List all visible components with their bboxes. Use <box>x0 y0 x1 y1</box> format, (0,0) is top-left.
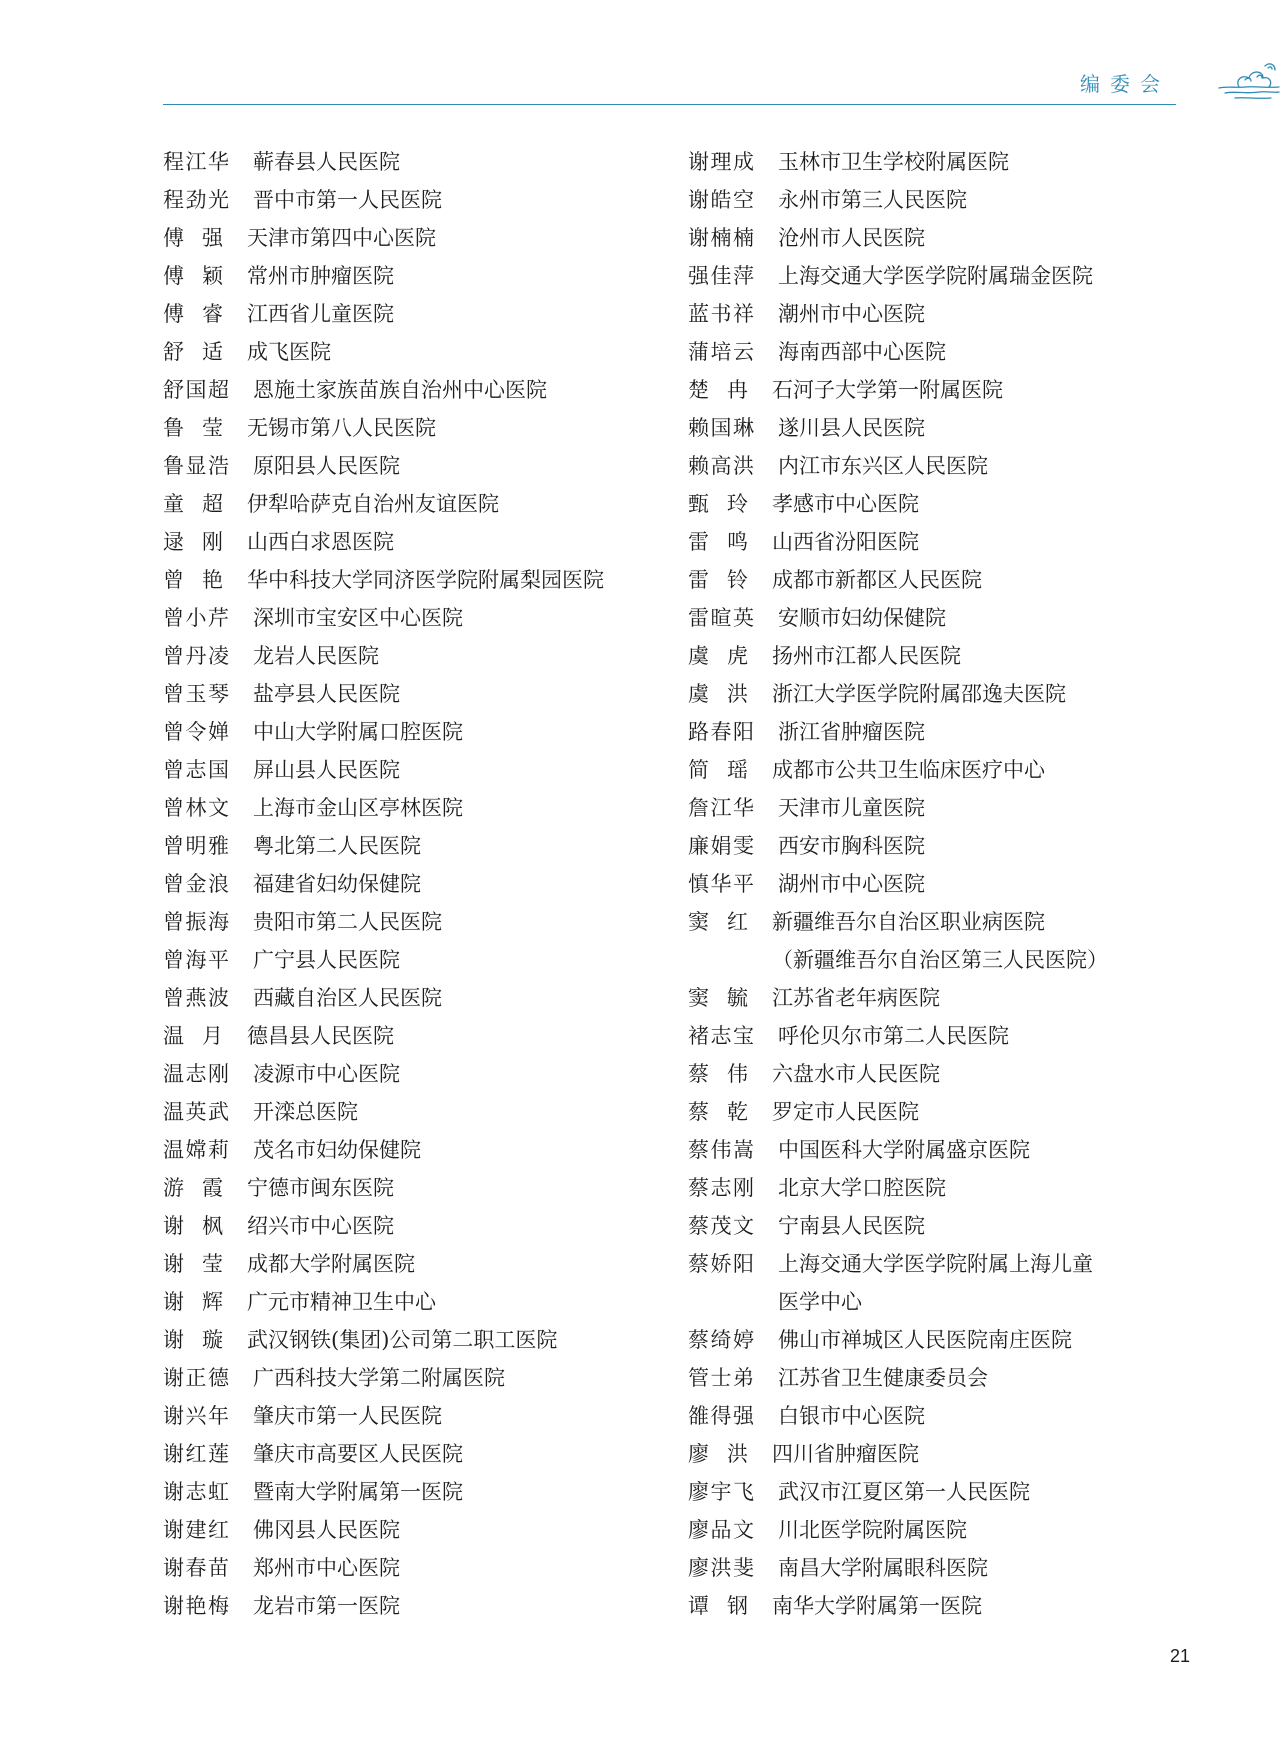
member-affiliation: 西藏自治区人民医院 <box>253 986 442 1010</box>
member-affiliation: 上海市金山区亭林医院 <box>253 796 463 820</box>
member-name: 曾 燕 波 <box>163 986 229 1010</box>
member-entry <box>163 1473 663 1511</box>
cloud-ornament-icon <box>1215 52 1280 104</box>
member-name: 谢 艳 梅 <box>163 1594 229 1618</box>
member-affiliation: 西安市胸科医院 <box>778 834 925 858</box>
member-entry <box>688 219 1188 257</box>
member-affiliation: 华中科技大学同济医学院附属梨园医院 <box>247 568 604 592</box>
member-name: 温 英 武 <box>163 1100 229 1124</box>
member-entry <box>688 333 1188 371</box>
member-entry <box>163 447 663 485</box>
member-affiliation-line1: 新疆维吾尔自治区职业病医院 <box>772 910 1045 934</box>
member-entry <box>163 1245 663 1283</box>
member-entry <box>688 903 1188 979</box>
member-affiliation: 江苏省卫生健康委员会 <box>778 1366 988 1390</box>
member-entry <box>688 447 1188 485</box>
member-entry <box>163 1435 663 1473</box>
member-name: 蔡 茂 文 <box>688 1214 754 1238</box>
member-name: 曾 志 国 <box>163 758 229 782</box>
member-affiliation: 呼伦贝尔市第二人民医院 <box>778 1024 1009 1048</box>
member-entry <box>163 1359 663 1397</box>
member-name: 楚 冉 <box>688 378 748 402</box>
member-entry <box>688 675 1188 713</box>
member-affiliation: 沧州市人民医院 <box>778 226 925 250</box>
member-affiliation: 海南西部中心医院 <box>778 340 946 364</box>
member-affiliation: 成都大学附属医院 <box>247 1252 415 1276</box>
member-entry <box>688 1055 1188 1093</box>
member-name: 曾 令 婵 <box>163 720 229 744</box>
member-name: 谢 枫 <box>163 1214 223 1238</box>
member-name: 谢 莹 <box>163 1252 223 1276</box>
member-affiliation: 潮州市中心医院 <box>778 302 925 326</box>
member-name: 谭 钢 <box>688 1594 748 1618</box>
member-affiliation: 武汉市江夏区第一人民医院 <box>778 1480 1030 1504</box>
member-entry <box>163 143 663 181</box>
member-name: 蔡 娇 阳 <box>688 1252 754 1276</box>
member-entry <box>163 257 663 295</box>
member-affiliation: 白银市中心医院 <box>778 1404 925 1428</box>
member-affiliation: 成都市新都区人民医院 <box>772 568 982 592</box>
member-name: 蔡 志 刚 <box>688 1176 754 1200</box>
member-entry <box>688 561 1188 599</box>
member-affiliation: 天津市第四中心医院 <box>247 226 436 250</box>
member-affiliation: 广元市精神卫生中心 <box>247 1290 436 1314</box>
member-entry <box>688 1131 1188 1169</box>
member-affiliation: 肇庆市高要区人民医院 <box>253 1442 463 1466</box>
member-name: 谢 理 成 <box>688 150 754 174</box>
member-affiliation: 永州市第三人民医院 <box>778 188 967 212</box>
member-entry <box>163 1549 663 1587</box>
member-name: 雷 暄 英 <box>688 606 754 630</box>
member-entry <box>688 1397 1188 1435</box>
member-affiliation: 开滦总医院 <box>253 1100 358 1124</box>
member-entry <box>688 485 1188 523</box>
member-affiliation: 恩施土家族苗族自治州中心医院 <box>253 378 547 402</box>
member-entry <box>163 219 663 257</box>
member-name: 谢 志 虹 <box>163 1480 229 1504</box>
member-name: 程 劲 光 <box>163 188 229 212</box>
member-affiliation: 浙江省肿瘤医院 <box>778 720 925 744</box>
member-entry <box>163 1055 663 1093</box>
member-name: 廉 娟 雯 <box>688 834 754 858</box>
member-affiliation: 山西省汾阳医院 <box>772 530 919 554</box>
member-name: 曾 玉 琴 <box>163 682 229 706</box>
member-name: 曾 明 雅 <box>163 834 229 858</box>
member-entry <box>688 257 1188 295</box>
member-entry <box>688 789 1188 827</box>
member-affiliation: 茂名市妇幼保健院 <box>253 1138 421 1162</box>
member-name: 谢 兴 年 <box>163 1404 229 1428</box>
member-name: 詹 江 华 <box>688 796 754 820</box>
member-affiliation: 浙江大学医学院附属邵逸夫医院 <box>772 682 1066 706</box>
member-name: 谢 建 红 <box>163 1518 229 1542</box>
member-name: 傅 颖 <box>163 264 223 288</box>
member-name: 谢 楠 楠 <box>688 226 754 250</box>
member-entry <box>688 181 1188 219</box>
member-name: 简 瑶 <box>688 758 748 782</box>
member-name: 游 霞 <box>163 1176 223 1200</box>
member-affiliation: 伊犁哈萨克自治州友谊医院 <box>247 492 499 516</box>
member-entry <box>163 979 663 1017</box>
member-entry <box>163 789 663 827</box>
member-name: 雷 铃 <box>688 568 748 592</box>
member-name: 管 士 弟 <box>688 1366 754 1390</box>
member-name: 曾 丹 凌 <box>163 644 229 668</box>
member-name: 温 月 <box>163 1024 223 1048</box>
member-name: 窦 红 <box>688 910 748 934</box>
member-affiliation: 内江市东兴区人民医院 <box>778 454 988 478</box>
member-affiliation: 绍兴市中心医院 <box>247 1214 394 1238</box>
member-affiliation: 肇庆市第一人民医院 <box>253 1404 442 1428</box>
running-header-title: 编委会 <box>1080 72 1170 96</box>
member-affiliation: 蕲春县人民医院 <box>253 150 400 174</box>
member-name: 曾 海 平 <box>163 948 229 972</box>
member-affiliation: 四川省肿瘤医院 <box>772 1442 919 1466</box>
member-affiliation: 常州市肿瘤医院 <box>247 264 394 288</box>
member-entry <box>163 409 663 447</box>
member-name: 谢 皓 空 <box>688 188 754 212</box>
member-affiliation: 安顺市妇幼保健院 <box>778 606 946 630</box>
member-name: 逯 刚 <box>163 530 223 554</box>
member-name: 廖 品 文 <box>688 1518 754 1542</box>
member-affiliation: 六盘水市人民医院 <box>772 1062 940 1086</box>
member-name: 雷 鸣 <box>688 530 748 554</box>
member-name: 蔡 伟 嵩 <box>688 1138 754 1162</box>
member-affiliation: 中山大学附属口腔医院 <box>253 720 463 744</box>
member-affiliation: 暨南大学附属第一医院 <box>253 1480 463 1504</box>
header-rule <box>163 104 1176 105</box>
member-affiliation: 上海交通大学医学院附属瑞金医院 <box>778 264 1093 288</box>
member-affiliation: 山西白求恩医院 <box>247 530 394 554</box>
member-affiliation: 中国医科大学附属盛京医院 <box>778 1138 1030 1162</box>
member-affiliation: 广宁县人民医院 <box>253 948 400 972</box>
right-column <box>688 143 1188 1625</box>
member-entry <box>688 637 1188 675</box>
member-name: 慎 华 平 <box>688 872 754 896</box>
member-entry <box>163 1283 663 1321</box>
member-affiliation: 郑州市中心医院 <box>253 1556 400 1580</box>
member-entry <box>163 1207 663 1245</box>
member-affiliation: 广西科技大学第二附属医院 <box>253 1366 505 1390</box>
member-affiliation: 凌源市中心医院 <box>253 1062 400 1086</box>
member-entry <box>688 1435 1188 1473</box>
member-entry <box>688 523 1188 561</box>
member-entry <box>688 1093 1188 1131</box>
member-entry <box>688 1473 1188 1511</box>
member-name: 谢 辉 <box>163 1290 223 1314</box>
member-affiliation: 川北医学院附属医院 <box>778 1518 967 1542</box>
member-name: 谢 正 德 <box>163 1366 229 1390</box>
member-name: 雒 得 强 <box>688 1404 754 1428</box>
member-entry <box>688 143 1188 181</box>
member-entry <box>688 1017 1188 1055</box>
member-entry <box>163 333 663 371</box>
member-name: 廖 宇 飞 <box>688 1480 754 1504</box>
member-name: 赖 国 琳 <box>688 416 754 440</box>
member-entry <box>163 371 663 409</box>
member-entry <box>688 1511 1188 1549</box>
member-entry <box>163 1587 663 1625</box>
member-affiliation <box>772 903 1108 979</box>
member-entry <box>688 409 1188 447</box>
member-name: 甄 玲 <box>688 492 748 516</box>
member-name: 曾 振 海 <box>163 910 229 934</box>
member-name: 廖 洪 斐 <box>688 1556 754 1580</box>
member-name: 傅 睿 <box>163 302 223 326</box>
member-affiliation: 成都市公共卫生临床医疗中心 <box>772 758 1045 782</box>
member-affiliation: 扬州市江都人民医院 <box>772 644 961 668</box>
member-entry <box>163 1397 663 1435</box>
member-affiliation: 成飞医院 <box>247 340 331 364</box>
member-affiliation: 石河子大学第一附属医院 <box>772 378 1003 402</box>
member-entry <box>163 1093 663 1131</box>
member-entry <box>688 1359 1188 1397</box>
member-entry <box>163 181 663 219</box>
left-column <box>163 143 663 1625</box>
member-entry <box>688 1321 1188 1359</box>
member-affiliation: 江苏省老年病医院 <box>772 986 940 1010</box>
member-entry <box>163 1017 663 1055</box>
member-affiliation: 原阳县人民医院 <box>253 454 400 478</box>
member-name: 曾 艳 <box>163 568 223 592</box>
member-entry <box>688 827 1188 865</box>
member-affiliation-line1: 上海交通大学医学院附属上海儿童 <box>778 1252 1093 1276</box>
member-entry <box>163 751 663 789</box>
member-entry <box>688 599 1188 637</box>
member-affiliation: 福建省妇幼保健院 <box>253 872 421 896</box>
member-entry <box>688 1587 1188 1625</box>
member-entry <box>163 1131 663 1169</box>
member-name: 蓝 书 祥 <box>688 302 754 326</box>
page-number: 21 <box>1169 1646 1190 1666</box>
member-name: 曾 小 芹 <box>163 606 229 630</box>
member-affiliation: 南昌大学附属眼科医院 <box>778 1556 988 1580</box>
member-entry <box>163 599 663 637</box>
member-affiliation: 武汉钢铁(集团)公司第二职工医院 <box>247 1328 558 1352</box>
member-entry <box>163 485 663 523</box>
member-affiliation: 无锡市第八人民医院 <box>247 416 436 440</box>
member-name: 舒 适 <box>163 340 223 364</box>
member-name: 褚 志 宝 <box>688 1024 754 1048</box>
member-entry <box>688 295 1188 333</box>
member-affiliation: 龙岩市第一医院 <box>253 1594 400 1618</box>
member-affiliation: 粤北第二人民医院 <box>253 834 421 858</box>
member-entry <box>163 1511 663 1549</box>
member-affiliation: 孝感市中心医院 <box>772 492 919 516</box>
member-entry <box>688 1549 1188 1587</box>
member-entry <box>688 1169 1188 1207</box>
member-entry <box>163 675 663 713</box>
member-name: 窦 毓 <box>688 986 748 1010</box>
member-entry <box>163 523 663 561</box>
member-entry <box>688 713 1188 751</box>
member-name: 赖 高 洪 <box>688 454 754 478</box>
member-affiliation: 龙岩人民医院 <box>253 644 379 668</box>
member-entry <box>163 1321 663 1359</box>
member-name: 曾 林 文 <box>163 796 229 820</box>
member-affiliation-line2: 医学中心 <box>778 1290 862 1314</box>
member-name: 温 志 刚 <box>163 1062 229 1086</box>
member-name: 舒 国 超 <box>163 378 229 402</box>
member-affiliation: 罗定市人民医院 <box>772 1100 919 1124</box>
member-entry <box>163 295 663 333</box>
member-affiliation: 遂川县人民医院 <box>778 416 925 440</box>
member-affiliation: 佛冈县人民医院 <box>253 1518 400 1542</box>
member-affiliation: 晋中市第一人民医院 <box>253 188 442 212</box>
member-name: 蒲 培 云 <box>688 340 754 364</box>
member-affiliation: 宁德市闽东医院 <box>247 1176 394 1200</box>
member-entry <box>163 903 663 941</box>
member-name: 虞 虎 <box>688 644 748 668</box>
member-affiliation: 德昌县人民医院 <box>247 1024 394 1048</box>
member-entry <box>163 713 663 751</box>
member-affiliation: 屏山县人民医院 <box>253 758 400 782</box>
member-affiliation: 湖州市中心医院 <box>778 872 925 896</box>
member-affiliation: 深圳市宝安区中心医院 <box>253 606 463 630</box>
member-affiliation: 贵阳市第二人民医院 <box>253 910 442 934</box>
member-name: 鲁 莹 <box>163 416 223 440</box>
member-name: 傅 强 <box>163 226 223 250</box>
member-name: 温 嫦 莉 <box>163 1138 229 1162</box>
member-affiliation: 盐亭县人民医院 <box>253 682 400 706</box>
member-entry <box>688 1245 1188 1321</box>
member-entry <box>688 1207 1188 1245</box>
member-entry <box>163 637 663 675</box>
member-affiliation <box>778 1245 1093 1321</box>
member-name: 强 佳 萍 <box>688 264 754 288</box>
member-name: 蔡 乾 <box>688 1100 748 1124</box>
member-entry <box>688 865 1188 903</box>
member-affiliation: 宁南县人民医院 <box>778 1214 925 1238</box>
member-affiliation: 天津市儿童医院 <box>778 796 925 820</box>
member-name: 曾 金 浪 <box>163 872 229 896</box>
member-affiliation: 佛山市禅城区人民医院南庄医院 <box>778 1328 1072 1352</box>
member-entry <box>688 751 1188 789</box>
member-affiliation: 玉林市卫生学校附属医院 <box>778 150 1009 174</box>
member-name: 谢 春 苗 <box>163 1556 229 1580</box>
member-affiliation: 江西省儿童医院 <box>247 302 394 326</box>
member-name: 廖 洪 <box>688 1442 748 1466</box>
member-name: 虞 洪 <box>688 682 748 706</box>
member-entry <box>163 941 663 979</box>
member-name: 谢 红 莲 <box>163 1442 229 1466</box>
member-name: 蔡 绮 婷 <box>688 1328 754 1352</box>
member-name: 蔡 伟 <box>688 1062 748 1086</box>
member-name: 谢 璇 <box>163 1328 223 1352</box>
member-name: 程 江 华 <box>163 150 229 174</box>
member-affiliation: 北京大学口腔医院 <box>778 1176 946 1200</box>
member-entry <box>163 561 663 599</box>
member-entry <box>688 371 1188 409</box>
member-entry <box>163 827 663 865</box>
member-entry <box>163 865 663 903</box>
member-entry <box>688 979 1188 1017</box>
member-name: 童 超 <box>163 492 223 516</box>
member-affiliation-line2: （新疆维吾尔自治区第三人民医院） <box>772 948 1108 972</box>
member-affiliation: 南华大学附属第一医院 <box>772 1594 982 1618</box>
member-name: 路 春 阳 <box>688 720 754 744</box>
member-name: 鲁 显 浩 <box>163 454 229 478</box>
member-entry <box>163 1169 663 1207</box>
